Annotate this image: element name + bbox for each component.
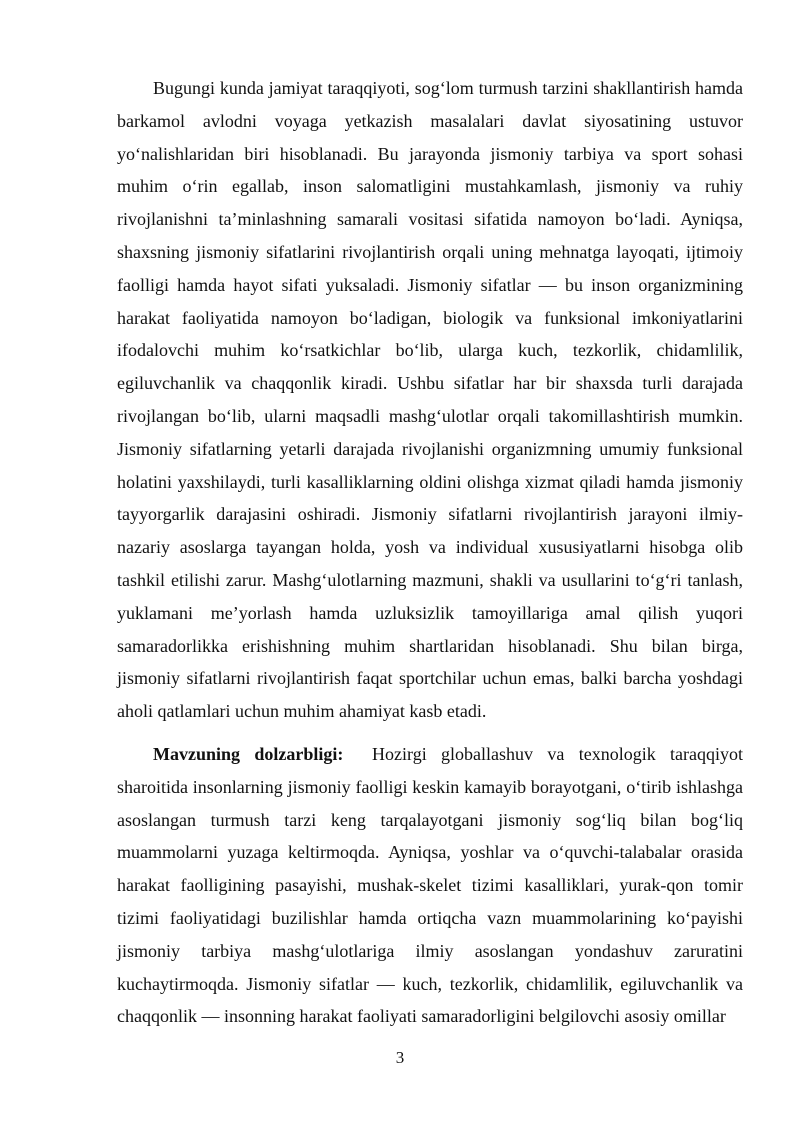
intro-paragraph-text: Bugungi kunda jamiyat taraqqiyoti, sog‘lom turmush tarzini shakllantirish hamda barkamol avlodni voyaga yetkazish masalalari davlat siyosatining ustuvor yo‘nalishlaridan biri hisoblanadi. Bu jarayonda jismoniy tarbiya va sport sohasi muhim o‘rin egallab, inson salomatligini mustahkamlash, jismoniy va ruhiy rivojlanishni ta’minlashning samarali vositasi sifatida namoyon bo‘ladi. Ayniqsa, shaxsning jismoniy sifatlarini rivojlantirish orqali uning mehnatga layoqati, ijtimoiy faolligi hamda hayot sifati yuksaladi. Jismoniy sifatlar — bu inson organizmining harakat faoliyatida namoyon bo‘ladigan, biologik va funksional imkoniyatlarini ifodalovchi muhim ko‘rsatkichlar bo‘lib, ularga kuch, tezkorlik, chidamlilik, egiluvchanlik va chaqqonlik kiradi. Ushbu sifatlar har bir shaxsda turli darajada rivojlangan bo‘lib, ularni maqsadli mashg‘ulotlar orqali takomillashtirish mumkin. Jismoniy sifatlarning yetarli darajada rivojlanishi organizmning umumiy funksional holatini yaxshilaydi, turli kasalliklarning oldini olishga xizmat qiladi hamda jismoniy tayyorgarlik darajasini oshiradi. Jismoniy sifatlarni rivojlantirish jarayoni ilmiy-nazariy asoslarga tayangan holda, yosh va individual xususiyatlarni hisobga olib tashkil etilishi zarur. Mashg‘ulotlarning mazmuni, shakli va usullarini to‘g‘ri tanlash, yuklamani me’yorlash hamda uzluksizlik tamoyillariga amal qilish yuqori samaradorlikka erishishning muhim shartlaridan hisoblanadi. Shu bilan birga, jismoniy sifatlarni rivojlantirish faqat sportchilar uchun emas, balki barcha yoshdagi aholi qatlamlari uchun muhim ahamiyat kasb etadi. xyxy=(117,78,743,722)
relevance-paragraph xyxy=(117,738,743,1033)
document-page xyxy=(117,72,743,1033)
relevance-heading: Mavzuning dolzarbligi: xyxy=(153,743,344,764)
relevance-paragraph-text: Hozirgi globallashuv va texnologik taraqqiyot sharoitida insonlarning jismoniy faolligi keskin kamayib borayotgani, o‘tirib ishlashga asoslangan turmush tarzi keng tarqalayotgani jismoniy sog‘liq bilan bog‘liq muammolarni yuzaga keltirmoqda. Ayniqsa, yoshlar va o‘quvchi-talabalar orasida harakat faolligining pasayishi, mushak-skelet tizimi kasalliklari, yurak-qon tomir tizimi faoliyatidagi buzilishlar hamda ortiqcha vazn muammolarining ko‘payishi jismoniy tarbiya mashg‘ulotlariga ilmiy asoslangan yondashuv zaruratini kuchaytirmoqda. Jismoniy sifatlar — kuch, tezkorlik, chidamlilik, egiluvchanlik va chaqqonlik — insonning harakat faoliyati samaradorligini belgilovchi asosiy omillar xyxy=(117,743,744,1027)
intro-paragraph xyxy=(117,72,743,728)
page-number: 3 xyxy=(395,1048,405,1067)
